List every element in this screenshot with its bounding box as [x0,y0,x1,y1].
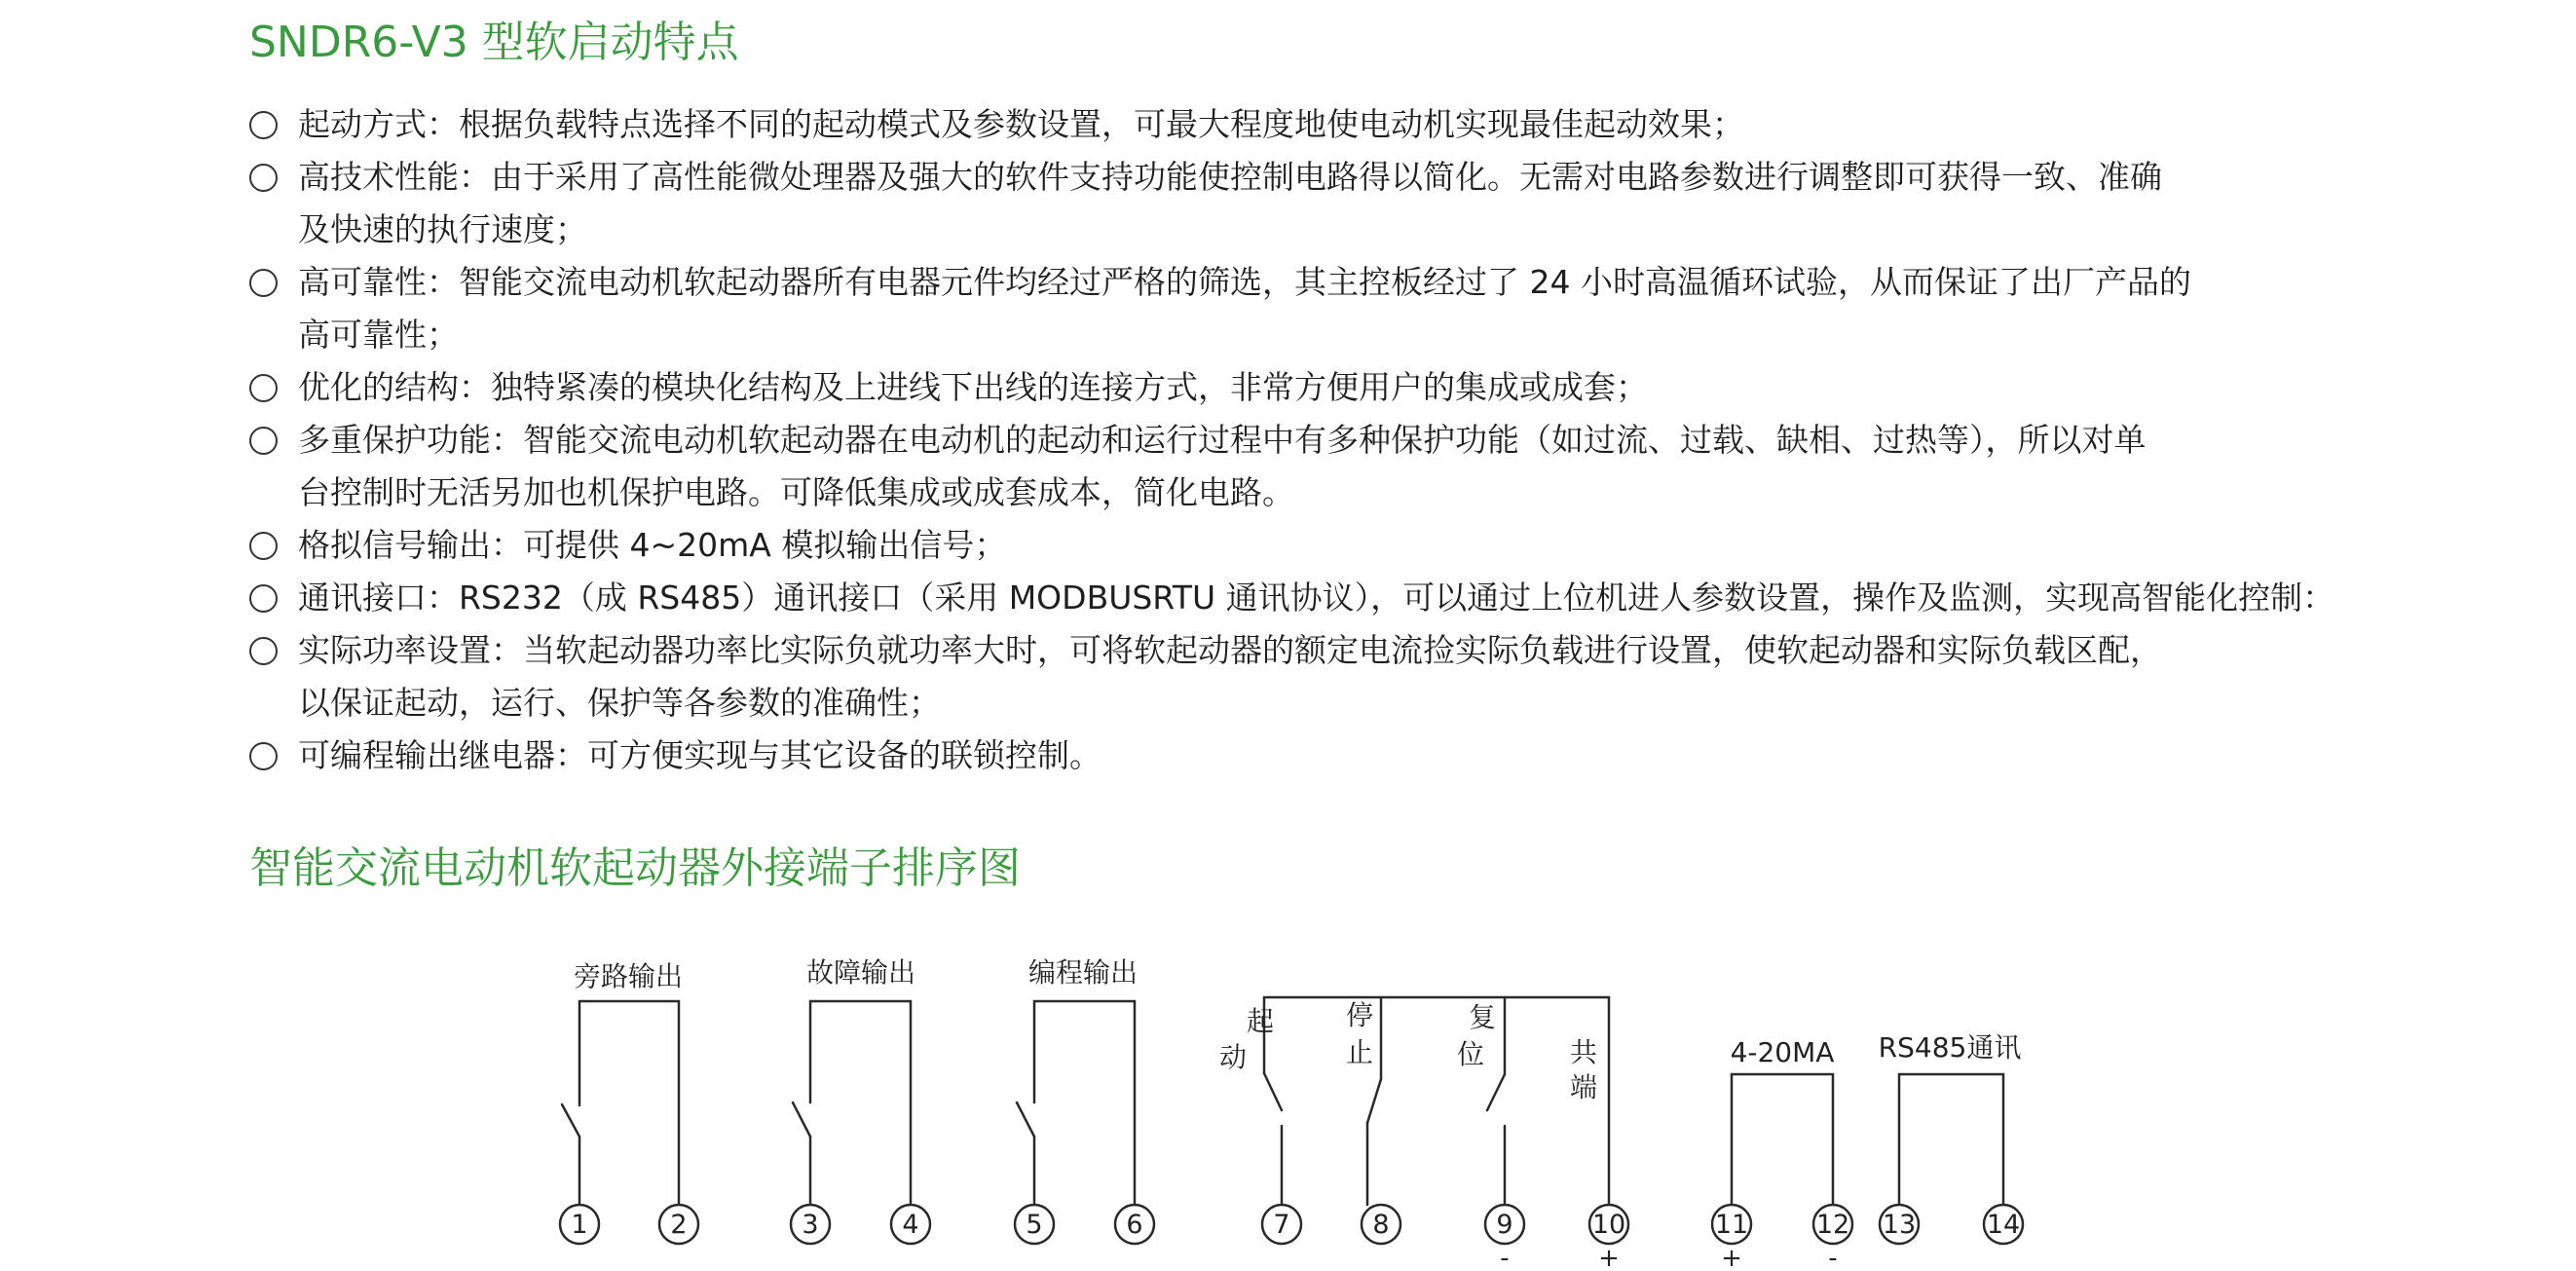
reset-label-char1: 复 [1469,1001,1497,1033]
terminal-3-number: 3 [802,1210,819,1240]
rs485-wire [1899,1074,2003,1205]
start-label-char2: 动 [1219,1041,1248,1073]
program-output-label: 编程输出 [1027,956,1139,989]
stop-label-char2: 止 [1346,1036,1374,1068]
terminal-9-polarity: - [1500,1244,1510,1271]
start-label-char1: 起 [1247,1005,1275,1037]
terminal-14-number: 14 [1986,1210,2021,1240]
program-switch-contact [1017,1103,1034,1137]
terminal-5-number: 5 [1026,1210,1043,1240]
bypass-wire [579,1001,679,1205]
program-wire [1034,1001,1135,1205]
terminal-11-polarity: + [1721,1244,1742,1271]
start-switch-contact [1264,1073,1282,1110]
bypass-output-label: 旁路输出 [573,960,684,992]
section-title-features: SNDR6-V3 型软启动特点 [249,18,739,67]
common-label-char2: 端 [1570,1071,1598,1103]
analog-output-wire [1732,1074,1833,1205]
feature-text: 高技术性能：由于采用了高性能微处理器及强大的软件支持功能使控制电路得以简化。无需对电路参数进行调整即可获得一致、准确 及快速的执行速度； [298,158,2162,248]
terminal-7-number: 7 [1273,1210,1290,1240]
reset-label-char2: 位 [1457,1038,1485,1070]
feature-text: 优化的结构：独特紧凑的模块化结构及上进线下出线的连接方式，非常方便用户的集成或成套； [298,368,1648,406]
terminal-1-number: 1 [571,1210,588,1240]
terminal-9-number: 9 [1496,1210,1513,1240]
terminal-10-number: 10 [1591,1210,1626,1240]
fault-switch-contact [793,1103,810,1137]
fault-output-label: 故障输出 [805,956,916,989]
terminal-12-number: 12 [1815,1210,1850,1240]
section-title-terminal-diagram: 智能交流电动机软起动器外接端子排序图 [249,843,1021,893]
feature-text: 格拟信号输出：可提供 4~20mA 模拟输出信号； [298,526,1007,564]
terminal-13-number: 13 [1882,1210,1917,1240]
bypass-switch-contact [562,1104,579,1137]
stop-switch-contact [1367,1079,1381,1123]
control-bus-wire [1264,997,1609,1205]
feature-text: 通讯接口：RS232（成 RS485）通讯接口（采用 MODBUSRTU 通讯协议），可以通过上位机进人参数设置，操作及监测，实现高智能化控制： [298,579,2335,617]
fault-wire [810,1001,911,1205]
feature-text: 起动方式：根据负载特点选择不同的起动模式及参数设置，可最大程度地使电动机实现最佳起动效果； [298,105,1744,143]
terminal-8-number: 8 [1372,1210,1390,1240]
feature-text: 实际功率设置：当软起动器功率比实际负就功率大时，可将软起动器的额定电流捡实际负载进行设置，使软起动器和实际负载区配， 以保证起动，运行、保护等各参数的准确性； [298,631,2162,722]
analog-output-label: 4-20MA [1730,1036,1835,1068]
reset-switch-contact [1487,1074,1505,1110]
terminal-6-number: 6 [1126,1210,1143,1240]
terminal-11-number: 11 [1714,1210,1749,1240]
terminal-10-polarity: + [1598,1244,1620,1271]
terminal-12-polarity: - [1828,1244,1838,1271]
feature-text: 可编程输出继电器：可方便实现与其它设备的联锁控制。 [298,736,1101,774]
feature-text: 高可靠性：智能交流电动机软起动器所有电器元件均经过严格的筛选，其主控板经过了 24 小时高温循环试验，从而保证了出厂产品的 高可靠性； [298,263,2191,354]
terminal-4-number: 4 [902,1210,919,1240]
stop-label-char1: 停 [1346,999,1374,1031]
terminal-2-number: 2 [670,1210,688,1240]
rs485-label: RS485通讯 [1878,1031,2022,1064]
common-label-char1: 共 [1570,1036,1598,1068]
feature-text: 多重保护功能：智能交流电动机软起动器在电动机的起动和运行过程中有多种保护功能（如过流、过载、缺相、过热等），所以对单 台控制时无活另加也机保护电路。可降低集成或成套成本，简化电路。 [298,421,2147,511]
